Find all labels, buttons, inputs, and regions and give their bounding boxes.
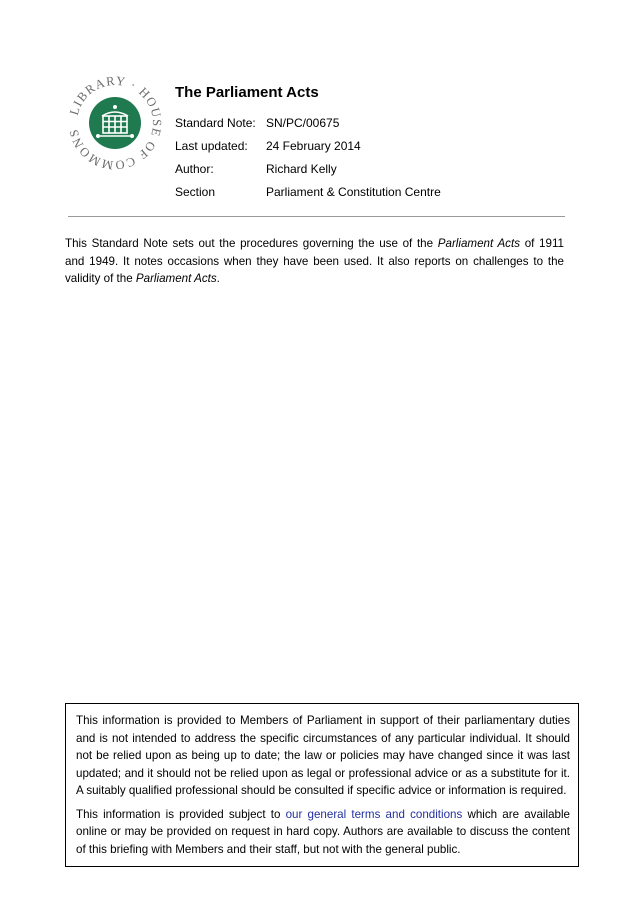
metadata-row xyxy=(175,111,441,134)
metadata-value: Parliament & Constitution Centre xyxy=(266,184,441,199)
metadata-value: 24 February 2014 xyxy=(266,138,361,153)
metadata-row xyxy=(175,134,441,157)
disclaimer-paragraph xyxy=(76,806,570,859)
summary-text: . xyxy=(216,272,220,285)
metadata-value: Richard Kelly xyxy=(266,161,337,176)
metadata-label: Standard Note: xyxy=(175,115,256,130)
page-title: The Parliament Acts xyxy=(175,84,319,101)
summary-text: of 1911 and 1949. It notes occasions when they have been used. It also reports on challenges to the validity of the xyxy=(65,237,564,285)
summary-paragraph xyxy=(65,235,564,288)
metadata-label: Author: xyxy=(175,161,214,176)
terms-and-conditions-link[interactable]: our general terms and conditions xyxy=(285,807,463,821)
metadata-row xyxy=(175,157,441,180)
house-of-commons-library-logo xyxy=(62,70,168,176)
metadata-label: Section xyxy=(175,184,216,199)
summary-text: This Standard Note sets out the procedures governing the use of the xyxy=(65,237,438,250)
header-divider xyxy=(68,216,565,217)
disclaimer-box xyxy=(65,703,579,867)
logo-ring-text: LIBRARY · HOUSE OF COMMONS xyxy=(66,73,165,173)
portcullis-crest-icon xyxy=(62,70,168,176)
metadata-table xyxy=(175,111,441,203)
disclaimer-paragraph: This information is provided to Members of Parliament in support of their parliamentary duties and is not intended to address the specific circumstances of any particular individual. It should not be relied upon as being up to date; the law or policies may have changed since it was last updated; and it should not be relied upon as legal or professional advice or as a substitute for it. A suitably qualified professional should be consulted if specific advice or information is required. xyxy=(76,714,570,797)
metadata-row xyxy=(175,180,441,203)
metadata-label: Last updated: xyxy=(175,138,248,153)
disclaimer-text: This information is provided subject to xyxy=(76,807,286,821)
summary-act-name: Parliament Acts xyxy=(437,237,520,250)
metadata-value: SN/PC/00675 xyxy=(266,115,340,130)
disclaimer-text: which are available online or may be provided on request in hard copy. Authors are available to discuss the content of this briefing with Members and their staff, but not with the general public. xyxy=(76,807,570,856)
summary-act-name: Parliament Acts xyxy=(135,272,217,285)
